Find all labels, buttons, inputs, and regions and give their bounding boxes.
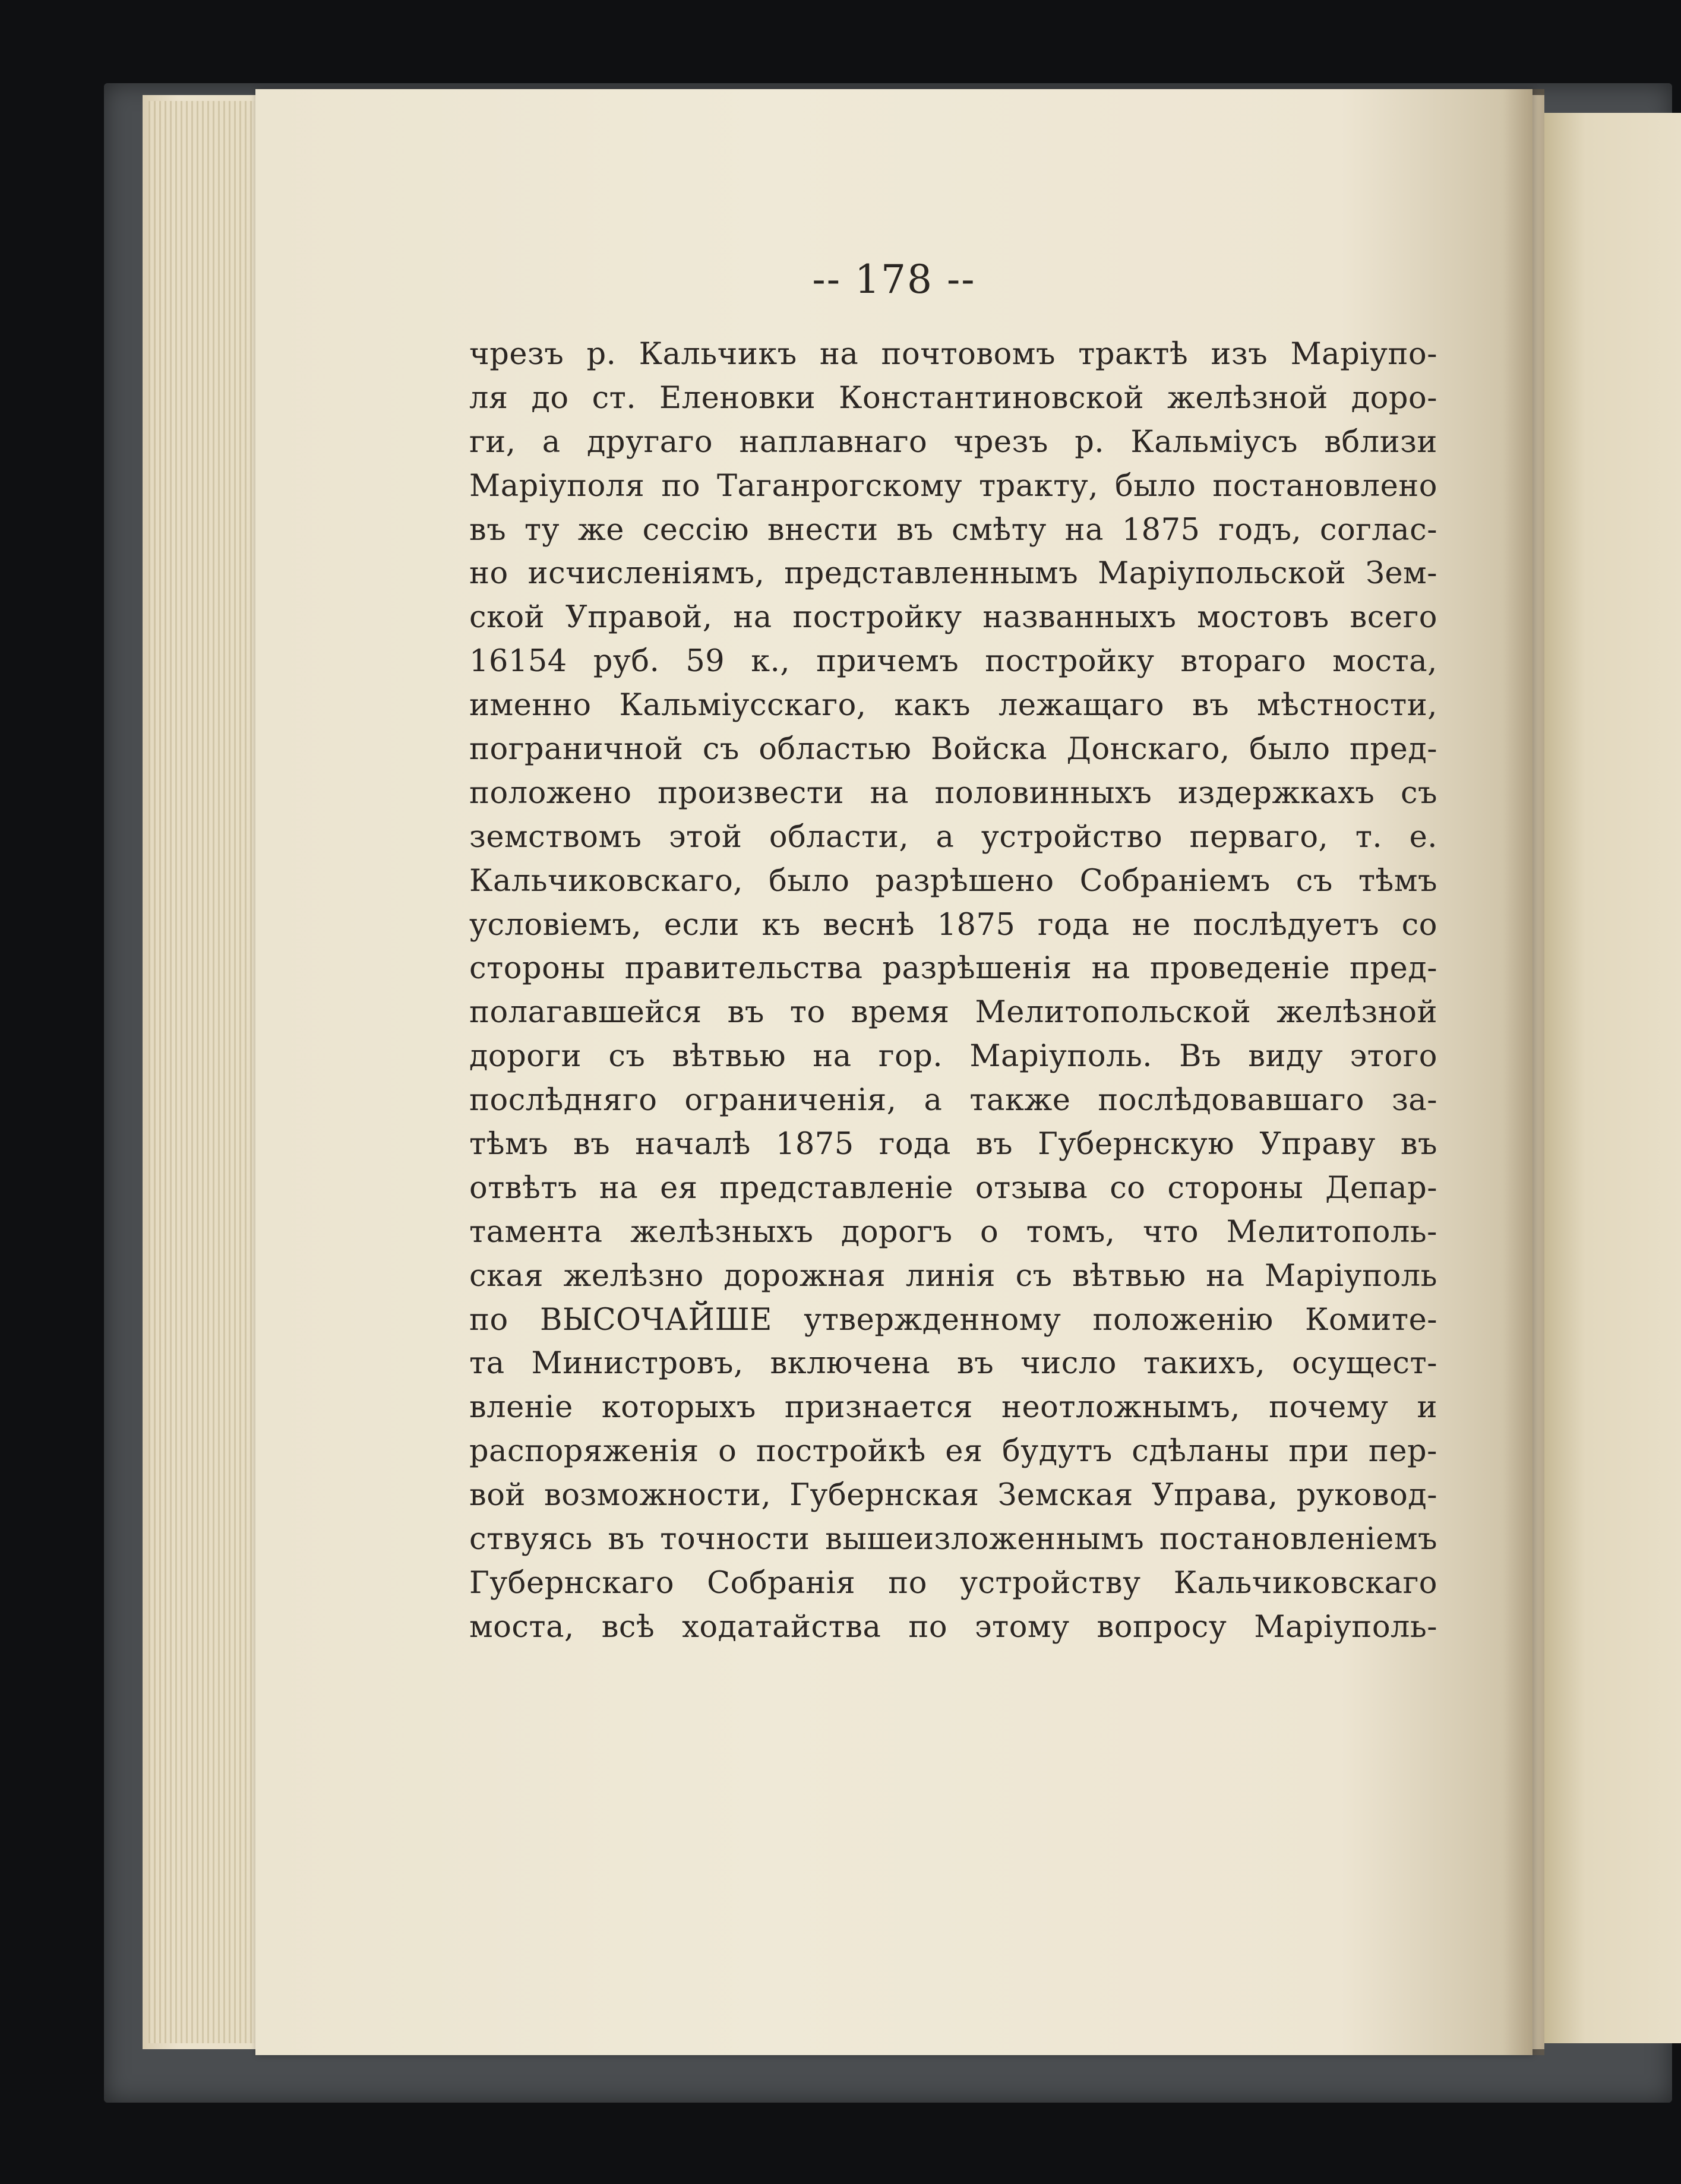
page-number: -- 178 -- [812, 257, 976, 302]
text-line: дороги съ вѣтвью на гор. Маріуполь. Въ виду этого [469, 1039, 1437, 1074]
text-line: вой возможности, Губернская Земская Управа, руковод- [469, 1478, 1437, 1513]
text-line: распоряженія о постройкѣ ея будутъ сдѣланы при пер- [469, 1434, 1437, 1469]
text-line: ствуясь въ точности вышеизложеннымъ постановленіемъ [469, 1522, 1437, 1557]
text-line: ля до ст. Еленовки Констaнтиновской желѣзной доро- [469, 380, 1437, 416]
facing-page-edge [1544, 113, 1681, 2043]
text-line: земствомъ этой области, а устройство перваго, т. е. [469, 819, 1437, 855]
text-line: ской Управой, на постройку названныхъ мостовъ всего [469, 600, 1437, 636]
text-line: пограничной съ областью Войска Донскаго, было пред- [469, 732, 1437, 767]
page-gutter-shadow [1503, 89, 1544, 2055]
text-line: моста, всѣ ходатайства по этому вопросу Маріуполь- [469, 1609, 1437, 1645]
text-line: но исчисленіямъ, представленнымъ Маріупольской Зем- [469, 556, 1437, 592]
page-text-body [469, 333, 1437, 1649]
text-line: по ВЫСОЧАЙШЕ утвержденному положенію Комите- [469, 1302, 1437, 1338]
text-line: условіемъ, если къ веснѣ 1875 года не послѣдуетъ со [469, 907, 1437, 943]
text-line: именно Кальміусскаго, какъ лежащаго въ мѣстности, [469, 688, 1437, 723]
text-line: ская желѣзно дорожная линія съ вѣтвью на Маріуполь [469, 1258, 1437, 1294]
text-line: Кальчиковскаго, было разрѣшено Собраніемъ съ тѣмъ [469, 863, 1437, 899]
text-line: Губернскаго Собранія по устройству Кальчиковскаго [469, 1565, 1437, 1601]
text-line: Маріуполя по Таганрогскому тракту, было постановлено [469, 468, 1437, 504]
text-line: тамента желѣзныхъ дорогъ о томъ, что Мелитополь- [469, 1214, 1437, 1250]
text-line: въ ту же сессію внести въ смѣту на 1875 годъ, соглас- [469, 512, 1437, 548]
text-line: стороны правительства разрѣшенія на проведеніе пред- [469, 951, 1437, 987]
text-line: та Министровъ, включена въ число такихъ, осущест- [469, 1346, 1437, 1382]
text-line: 16154 руб. 59 к., причемъ постройку втораго моста, [469, 644, 1437, 679]
text-line: вленіе которыхъ признается неотложнымъ, почему и [469, 1390, 1437, 1426]
text-line: послѣдняго ограниченія, а также послѣдовавшаго за- [469, 1083, 1437, 1118]
text-line: чрезъ р. Кальчикъ на почтовомъ трактѣ изъ Маріупо- [469, 337, 1437, 372]
text-line: положено произвести на половинныхъ издержкахъ съ [469, 775, 1437, 811]
page-edges [148, 101, 255, 2043]
text-line: тѣмъ въ началѣ 1875 года въ Губернскую Управу въ [469, 1127, 1437, 1162]
text-line: отвѣтъ на ея представленіе отзыва со стороны Депар- [469, 1170, 1437, 1206]
text-line: ги, а другаго наплавнаго чрезъ р. Кальміусъ вблизи [469, 424, 1437, 460]
text-line: полагавшейся въ то время Мелитопольской желѣзной [469, 995, 1437, 1031]
